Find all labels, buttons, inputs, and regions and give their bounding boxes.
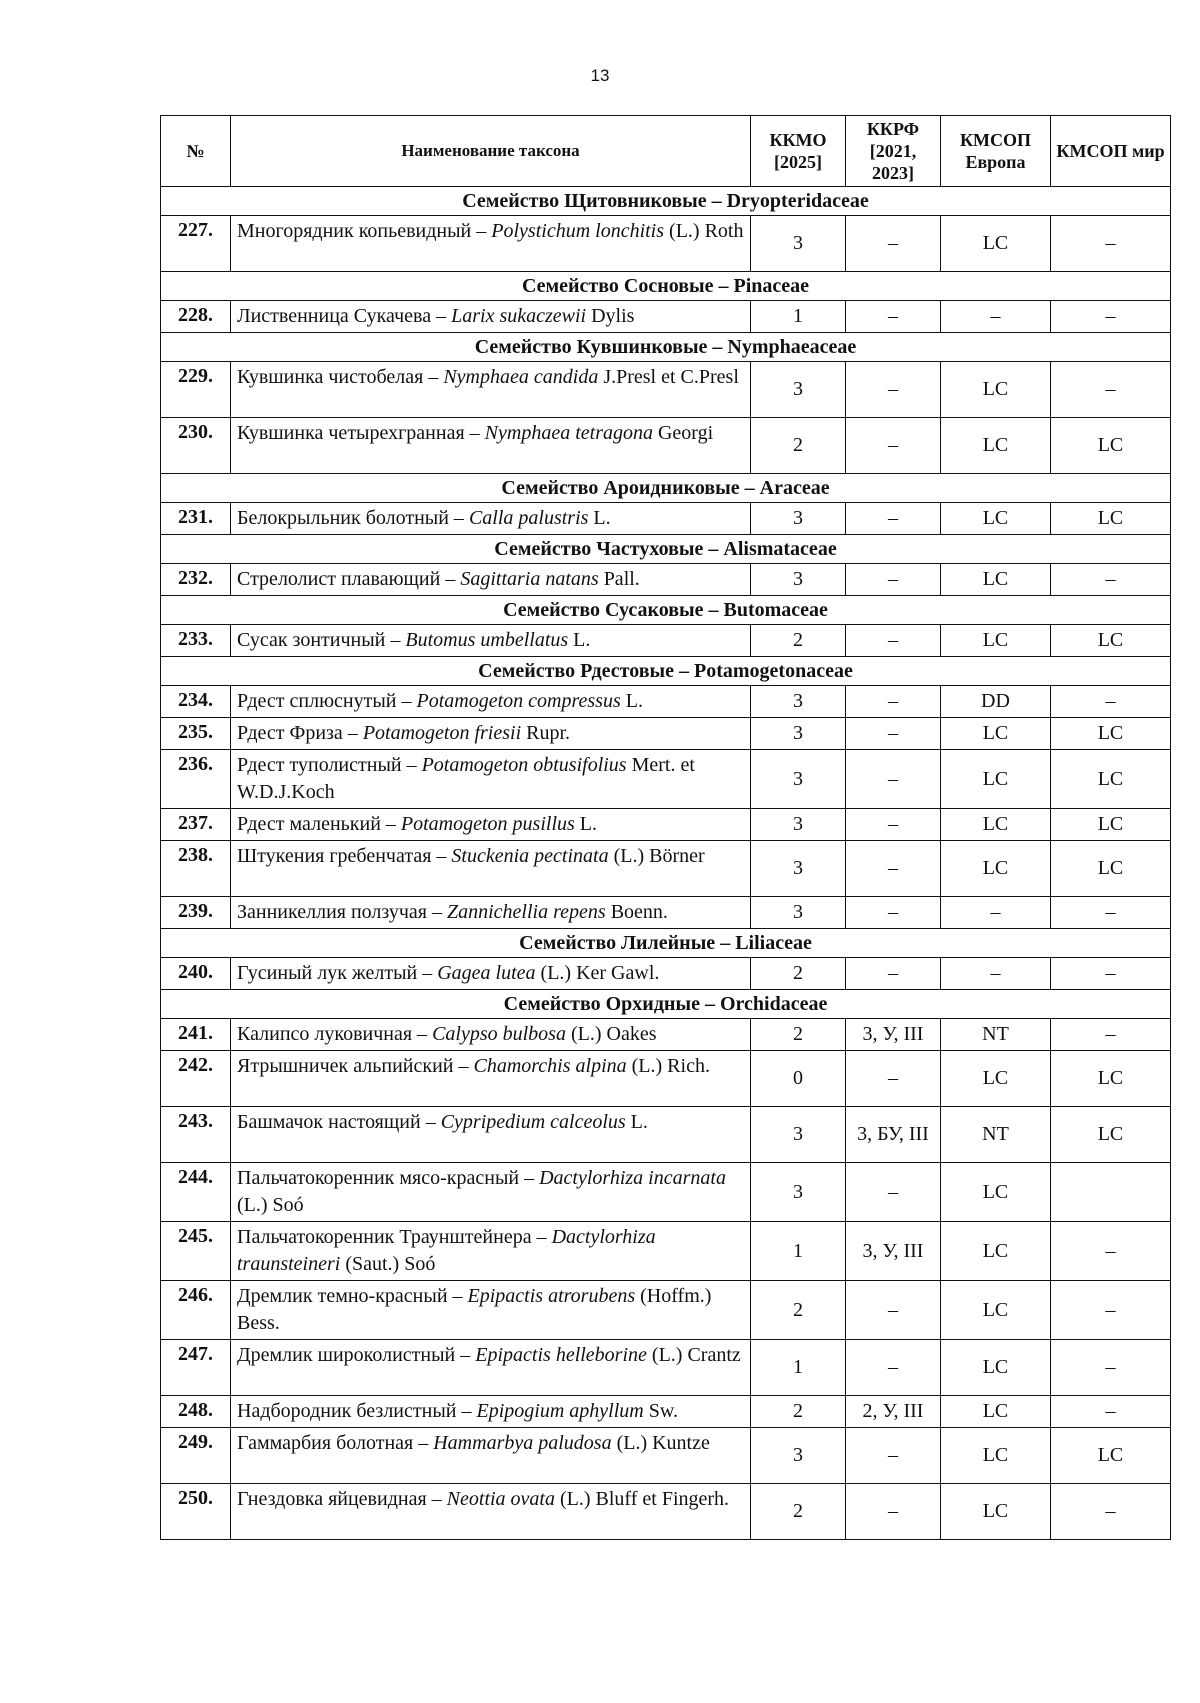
kkmo-value: 3 [751,362,846,418]
kmsop-world-value: LC [1051,1051,1171,1107]
kmsop-europe-value: LC [941,216,1051,272]
taxon-name [231,1019,751,1051]
kkmo-value: 3 [751,564,846,596]
family-heading: Семейство Ароидниковые – Araceae [161,474,1171,503]
taxon-author: Pall. [598,568,640,590]
kmsop-europe-value: LC [941,1163,1051,1222]
kkrf-value: – [846,718,941,750]
row-number: 237. [161,809,231,841]
taxon-author: J.Presl et C.Presl [598,366,739,388]
taxon-author: Sw. [643,1400,678,1422]
taxon-latin-name: Calypso bulbosa [432,1023,566,1045]
taxon-latin-name: Potamogeton obtusifolius [421,754,627,776]
kmsop-world-value: – [1051,1222,1171,1281]
kkmo-value: 3 [751,841,846,897]
row-number: 234. [161,686,231,718]
row-number: 238. [161,841,231,897]
kkmo-value: 1 [751,1340,846,1396]
family-row [161,535,1171,564]
kmsop-world-value: – [1051,362,1171,418]
taxon-author: Dylis [586,305,635,327]
kkrf-value: – [846,1428,941,1484]
row-number: 239. [161,897,231,929]
taxon-latin-name: Epipactis atrorubens [467,1285,636,1307]
table-row [161,362,1171,418]
kmsop-europe-value: LC [941,1396,1051,1428]
kmsop-world-value: – [1051,1340,1171,1396]
row-number: 242. [161,1051,231,1107]
taxon-russian-name: Башмачок настоящий – [237,1111,441,1133]
table-row [161,958,1171,990]
taxon-author: Rupr. [521,722,571,744]
kmsop-europe-value: – [941,897,1051,929]
taxon-russian-name: Гнездовка яйцевидная – [237,1488,447,1510]
kmsop-world-value: – [1051,1019,1171,1051]
table-row [161,564,1171,596]
kkrf-value: – [846,841,941,897]
kkmo-value: 3 [751,686,846,718]
row-number: 233. [161,625,231,657]
row-number: 244. [161,1163,231,1222]
taxon-latin-name: Chamorchis alpina [473,1055,627,1077]
taxon-russian-name: Рдест маленький – [237,813,401,835]
taxon-author: (L.) Kuntze [611,1432,710,1454]
taxon-latin-name: Dactylorhiza incarnata [539,1167,726,1189]
col-num-header: № [161,116,231,187]
kkrf-value: – [846,686,941,718]
kmsop-europe-value: LC [941,1281,1051,1340]
kmsop-europe-value: LC [941,625,1051,657]
taxon-author: (L.) Oakes [565,1023,657,1045]
kmsop-world-value: LC [1051,418,1171,474]
row-number: 235. [161,718,231,750]
taxon-name [231,1281,751,1340]
table-row [161,1019,1171,1051]
row-number: 247. [161,1340,231,1396]
kmsop-europe-value: LC [941,809,1051,841]
taxon-russian-name: Гаммарбия болотная – [237,1432,434,1454]
kkrf-value: 3, БУ, III [846,1107,941,1163]
taxon-name [231,1340,751,1396]
row-number: 236. [161,750,231,809]
kmsop-europe-value: LC [941,718,1051,750]
taxon-name [231,958,751,990]
kmsop-world-value: LC [1051,841,1171,897]
taxon-author: L. [620,690,643,712]
family-heading: Семейство Сосновые – Pinaceae [161,272,1171,301]
taxon-author: Boenn. [605,901,668,923]
taxon-author: (L.) Rich. [626,1055,710,1077]
taxon-latin-name: Polystichum lonchitis [491,220,665,242]
table-header [161,116,1171,187]
table-row [161,1107,1171,1163]
kkrf-value: – [846,301,941,333]
table-row [161,1222,1171,1281]
taxon-latin-name: Hammarbya paludosa [433,1432,612,1454]
kmsop-europe-value: NT [941,1107,1051,1163]
taxa-table [160,115,1171,1540]
taxon-latin-name: Gagea lutea [437,962,536,984]
table-row [161,1281,1171,1340]
taxon-latin-name: Potamogeton pusillus [400,813,575,835]
table-row [161,841,1171,897]
family-row [161,187,1171,216]
kkrf-value: – [846,1163,941,1222]
row-number: 240. [161,958,231,990]
taxon-author: (L.) Soó [237,1194,304,1216]
kkmo-value: 3 [751,216,846,272]
taxon-name [231,1107,751,1163]
kmsop-europe-value: DD [941,686,1051,718]
taxon-author: (L.) Börner [608,845,705,867]
taxon-author: L. [568,629,591,651]
taxon-latin-name: Zannichellia repens [447,901,606,923]
family-row [161,474,1171,503]
taxon-name [231,1484,751,1540]
family-row [161,990,1171,1019]
table-row [161,750,1171,809]
taxon-latin-name: Cypripedium calceolus [440,1111,626,1133]
taxon-russian-name: Штукения гребенчатая – [237,845,452,867]
family-row [161,596,1171,625]
family-heading: Семейство Орхидные – Orchidaceae [161,990,1171,1019]
kmsop-world-value [1051,1163,1171,1222]
page-number: 13 [590,66,610,85]
taxon-russian-name: Стрелолист плавающий – [237,568,461,590]
taxon-latin-name: Butomus umbellatus [405,629,569,651]
row-number: 243. [161,1107,231,1163]
taxon-author: (L.) Ker Gawl. [535,962,660,984]
kmsop-world-value: LC [1051,503,1171,535]
kkrf-value: – [846,897,941,929]
taxon-name [231,897,751,929]
taxon-author: (L.) Bluff et Fingerh. [555,1488,730,1510]
kmsop-europe-value: LC [941,564,1051,596]
kkmo-value: 3 [751,1428,846,1484]
taxon-latin-name: Potamogeton compressus [416,690,621,712]
kkmo-value: 1 [751,1222,846,1281]
kkmo-value: 3 [751,1107,846,1163]
kmsop-europe-value: LC [941,362,1051,418]
row-number: 229. [161,362,231,418]
kmsop-world-value: – [1051,897,1171,929]
kkrf-value: – [846,418,941,474]
taxon-name [231,686,751,718]
kmsop-world-value: LC [1051,809,1171,841]
row-number: 241. [161,1019,231,1051]
taxon-author: (L.) Crantz [646,1344,741,1366]
table-row [161,809,1171,841]
row-number: 250. [161,1484,231,1540]
col-kkmo-header: ККМО [2025] [751,116,846,187]
taxon-name [231,809,751,841]
row-number: 231. [161,503,231,535]
kkrf-value: – [846,1281,941,1340]
taxon-russian-name: Кувшинка четырехгранная – [237,422,485,444]
family-row [161,657,1171,686]
kmsop-europe-value: LC [941,1051,1051,1107]
kmsop-europe-value: LC [941,1222,1051,1281]
col-kmsop-europe-header: КМСОП Европа [941,116,1051,187]
table-row [161,301,1171,333]
row-number: 228. [161,301,231,333]
kkrf-value: – [846,564,941,596]
kkrf-value: – [846,750,941,809]
taxon-latin-name: Stuckenia pectinata [451,845,609,867]
table-row [161,625,1171,657]
table-row [161,418,1171,474]
taxon-author: L. [574,813,598,835]
taxon-latin-name: Dactylorhiza traunsteineri [237,1226,656,1275]
taxon-name [231,1428,751,1484]
taxon-latin-name: Larix sukaczewii [451,305,587,327]
kkrf-value: – [846,958,941,990]
kkmo-value: 2 [751,625,846,657]
taxon-russian-name: Надбородник безлистный – [237,1400,477,1422]
kmsop-world-value: – [1051,216,1171,272]
kkmo-value: 2 [751,1484,846,1540]
taxon-name [231,418,751,474]
table-row [161,503,1171,535]
taxon-name [231,750,751,809]
family-heading: Семейство Кувшинковые – Nymphaeaceae [161,333,1171,362]
kkmo-value: 0 [751,1051,846,1107]
kmsop-europe-value: NT [941,1019,1051,1051]
kkrf-value: 3, У, III [846,1222,941,1281]
table-row [161,1396,1171,1428]
taxon-russian-name: Рдест Фриза – [237,722,363,744]
taxon-name [231,1396,751,1428]
taxon-russian-name: Рдест сплюснутый – [237,690,417,712]
taxon-latin-name: Nymphaea tetragona [484,422,653,444]
kmsop-world-value: – [1051,958,1171,990]
kkmo-value: 2 [751,958,846,990]
taxon-name [231,625,751,657]
taxon-name [231,718,751,750]
kmsop-world-value: – [1051,1484,1171,1540]
family-heading: Семейство Щитовниковые – Dryopteridaceae [161,187,1171,216]
kkmo-value: 3 [751,503,846,535]
row-number: 248. [161,1396,231,1428]
kkrf-value: – [846,362,941,418]
taxon-author: (Saut.) Soó [340,1253,436,1275]
kkmo-value: 3 [751,897,846,929]
kmsop-europe-value: LC [941,841,1051,897]
table-row [161,216,1171,272]
family-heading: Семейство Лилейные – Liliaceae [161,929,1171,958]
kkrf-value: – [846,625,941,657]
taxon-russian-name: Занникеллия ползучая – [237,901,447,923]
taxon-latin-name: Sagittaria natans [460,568,599,590]
family-heading: Семейство Рдестовые – Potamogetonaceae [161,657,1171,686]
kmsop-world-value: – [1051,301,1171,333]
row-number: 230. [161,418,231,474]
taxon-russian-name: Пальчатокоренник Траунштейнера – [237,1226,552,1248]
family-heading: Семейство Частуховые – Alismataceae [161,535,1171,564]
kkrf-value: – [846,503,941,535]
family-row [161,929,1171,958]
row-number: 227. [161,216,231,272]
table-row [161,1051,1171,1107]
taxon-russian-name: Лиственница Сукачева – [237,305,452,327]
col-name-header: Наименование таксона [231,116,751,187]
kmsop-europe-value: LC [941,1428,1051,1484]
taxon-name [231,841,751,897]
taxon-latin-name: Epipactis helleborine [475,1344,647,1366]
taxon-russian-name: Многорядник копьевидный – [237,220,492,242]
kkmo-value: 3 [751,809,846,841]
taxon-author: Mert. et W.D.J.Koch [237,754,695,803]
kkmo-value: 2 [751,418,846,474]
col-kmsop-world-header: КМСОП мир [1051,116,1171,187]
taxon-latin-name: Epipogium aphyllum [476,1400,644,1422]
kmsop-europe-value: LC [941,418,1051,474]
kkrf-value: – [846,1051,941,1107]
taxon-russian-name: Ятрышничек альпийский – [237,1055,474,1077]
table-row [161,897,1171,929]
table-row [161,1428,1171,1484]
taxon-russian-name: Рдест туполистный – [237,754,422,776]
taxon-author: (L.) Roth [664,220,744,242]
row-number: 246. [161,1281,231,1340]
taxon-name [231,301,751,333]
kkrf-value: 2, У, III [846,1396,941,1428]
col-kkrf-header: ККРФ [2021, 2023] [846,116,941,187]
kkmo-value: 3 [751,750,846,809]
family-row [161,333,1171,362]
kkmo-value: 2 [751,1019,846,1051]
table-row [161,718,1171,750]
taxon-latin-name: Calla palustris [468,507,589,529]
taxon-author: L. [588,507,611,529]
kmsop-world-value: LC [1051,750,1171,809]
taxon-author: (Hoffm.) Bess. [237,1285,712,1334]
taxon-russian-name: Кувшинка чистобелая – [237,366,444,388]
kmsop-world-value: LC [1051,718,1171,750]
row-number: 232. [161,564,231,596]
taxon-latin-name: Potamogeton friesii [362,722,522,744]
taxon-name [231,362,751,418]
kmsop-europe-value: – [941,958,1051,990]
taxon-latin-name: Nymphaea candida [443,366,599,388]
kmsop-world-value: – [1051,686,1171,718]
kkmo-value: 2 [751,1396,846,1428]
taxon-latin-name: Neottia ovata [446,1488,555,1510]
kkrf-value: – [846,1484,941,1540]
table-row [161,686,1171,718]
kmsop-world-value: – [1051,1281,1171,1340]
kmsop-europe-value: LC [941,750,1051,809]
taxon-russian-name: Белокрыльник болотный – [237,507,469,529]
kmsop-europe-value: – [941,301,1051,333]
taxon-russian-name: Гусиный лук желтый – [237,962,438,984]
taxon-name [231,1163,751,1222]
table-row [161,1163,1171,1222]
taxon-name [231,1051,751,1107]
table-row [161,1340,1171,1396]
kmsop-world-value: LC [1051,1428,1171,1484]
family-row [161,272,1171,301]
taxon-russian-name: Калипсо луковичная – [237,1023,433,1045]
kkmo-value: 2 [751,1281,846,1340]
taxon-name [231,216,751,272]
kkrf-value: – [846,1340,941,1396]
kkrf-value: 3, У, III [846,1019,941,1051]
taxon-name [231,503,751,535]
kmsop-world-value: LC [1051,625,1171,657]
kmsop-world-value: – [1051,564,1171,596]
taxon-russian-name: Сусак зонтичный – [237,629,406,651]
taxon-russian-name: Дремлик широколистный – [237,1344,476,1366]
row-number: 245. [161,1222,231,1281]
kmsop-europe-value: LC [941,1484,1051,1540]
family-heading: Семейство Сусаковые – Butomaceae [161,596,1171,625]
taxon-name [231,1222,751,1281]
kkmo-value: 3 [751,1163,846,1222]
kkmo-value: 3 [751,718,846,750]
kmsop-europe-value: LC [941,503,1051,535]
kmsop-world-value: LC [1051,1107,1171,1163]
taxon-russian-name: Пальчатокоренник мясо-красный – [237,1167,540,1189]
table-row [161,1484,1171,1540]
kmsop-europe-value: LC [941,1340,1051,1396]
kkmo-value: 1 [751,301,846,333]
taxon-author: L. [625,1111,648,1133]
kkrf-value: – [846,809,941,841]
taxon-russian-name: Дремлик темно-красный – [237,1285,468,1307]
taxon-author: Georgi [652,422,714,444]
kkrf-value: – [846,216,941,272]
kmsop-world-value: – [1051,1396,1171,1428]
taxon-name [231,564,751,596]
row-number: 249. [161,1428,231,1484]
table-body [161,187,1171,1540]
